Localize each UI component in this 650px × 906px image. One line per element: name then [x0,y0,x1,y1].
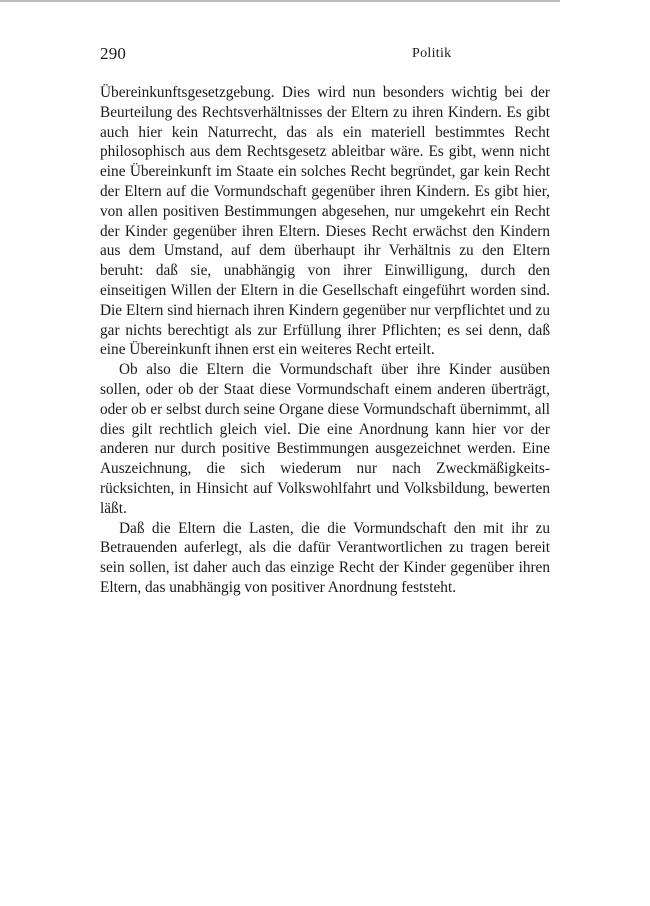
paragraph-1: Übereinkunftsgesetzgebung. Dies wird nun besonders wichtig bei der Beurteilung des Rechtsverhältnisses der Eltern zu ihren Kindern. Es gibt auch hier kein Naturrecht, das als ein materiell bestimmtes Recht philosophisch aus dem Rechtsgesetz ableitbar wäre. Es gibt, wenn nicht eine Übereinkunft im Staate ein solches Recht begründet, gar kein Recht der Eltern auf die Vormundschaft gegenüber ihren Kindern. Es gibt hier, von allen positiven Bestimmungen abgesehen, nur umgekehrt ein Recht der Kinder gegenüber ihren Eltern. Dieses Recht erwächst den Kindern aus dem Umstand, auf dem überhaupt ihr Verhältnis zu den Eltern beruht: daß sie, unabhängig von ihrer Einwilligung, durch den einseitigen Willen der Eltern in die Gesellschaft eingeführt worden sind. Die Eltern sind hiernach ihren Kindern gegenüber nur verpflichtet und zu gar nichts berechtigt als zur Erfüllung ihrer Pflichten; es sei denn, daß eine Übereinkunft ihnen erst ein weiteres Recht erteilt. [100,84,550,359]
paragraph-2: Ob also die Eltern die Vormundschaft über ihre Kinder ausüben sollen, oder ob der Staat diese Vormundschaft einem anderen überträgt, oder ob er selbst durch seine Organe diese Vormundschaft übernimmt, all dies gilt rechtlich gleich viel. Die eine Anordnung kann hier vor der anderen nur durch positive Bestimmungen ausgezeichnet werden. Eine Auszeichnung, die sich wiederum nur nach Zweckmäßigkeitsrücksichten, in Hinsicht auf Volkswohlfahrt und Volksbildung, bewerten läßt. [100,361,550,517]
page-number: 290 [100,44,127,63]
body-text [100,83,550,598]
top-border-rule [0,0,650,2]
running-head: Politik [412,46,452,61]
paragraph-3: Daß die Eltern die Lasten, die die Vormundschaft den mit ihr zu Betrauenden auferlegt, als die dafür Verantwortlichen zu tragen bereit sein sollen, ist daher auch das einzige Recht der Kinder gegenüber ihren Eltern, das unabhängig von positiver Anordnung feststeht. [100,519,550,596]
page-header [100,44,550,66]
